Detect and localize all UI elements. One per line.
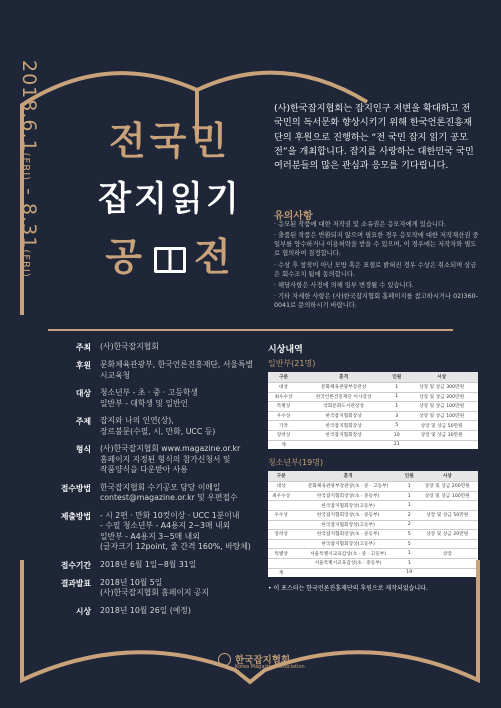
table-cell: 국회문화도서관장상 (299, 402, 388, 412)
table-cell: 한국잡지협회장상(고등부) (294, 501, 402, 511)
table-header-cell: 훈격 (299, 372, 388, 383)
table-cell (268, 520, 294, 530)
table-cell: 최우수상 (268, 392, 299, 402)
table-cell: 서울특별시교육감상(초 · 중 · 고등부) (294, 549, 402, 559)
notes-title: 유의사항 (274, 211, 313, 222)
table-row (268, 430, 478, 440)
info-value: 문화체육관광부, 한국언론진흥재단, 서울특별시교육청 (100, 360, 254, 380)
title-line-3-b: 전 (194, 235, 235, 279)
table-cell (416, 520, 478, 530)
table-cell: 장려상 (268, 430, 299, 440)
info-label: 대상 (75, 389, 91, 399)
info-label: 주제 (75, 417, 91, 427)
table-cell: 5 (388, 421, 405, 431)
table-row (268, 501, 478, 511)
table-header-cell: 구분 (268, 471, 294, 482)
table-header-row (268, 471, 478, 482)
date-start: 2018.6.1 (18, 60, 40, 153)
table-cell: 한국잡지협회장상 (299, 411, 388, 421)
table-row (268, 539, 478, 549)
info-value: 잡지와 나의 인연(상), 장르불문(수필, 시, 만화, UCC 등) (100, 416, 216, 436)
table-row (268, 530, 478, 540)
table-cell: 1 (402, 501, 416, 511)
notes-item: · 수상 후 창작이 아닌 모방 혹은 표절로 밝혀진 경우 수상은 취소되며 상금은 회수조치 됨에 동의합니다. (274, 261, 479, 279)
table-cell: 상장 및 상금 30만원 (405, 430, 478, 440)
table-cell: 우수상 (268, 510, 294, 520)
table-cell: 한국잡지협회장상(초 · 중등부) (294, 491, 402, 501)
table-cell: 계 (268, 568, 294, 577)
info-label: 결과발표 (60, 578, 91, 588)
table-header-cell: 인원 (388, 372, 405, 383)
table-cell: 상장 및 상금 20만원 (416, 530, 478, 540)
notes-list (274, 220, 479, 312)
table-cell: 문화체육관광부장관상(초 · 중 · 고등부) (294, 482, 402, 492)
table-cell: 서울특별시교육감상(초 · 중등부) (294, 558, 402, 568)
info-row (55, 444, 260, 476)
logo-seal-icon (218, 653, 231, 666)
info-value: 2018년 6월 1일~8월 31일 (100, 559, 197, 569)
table-cell: 상장 및 상금 100만원 (416, 491, 478, 501)
notes-item: · 응모된 작품에 대한 저작권 및 소유권은 응모자에게 있습니다. (274, 220, 479, 229)
table-row (268, 549, 478, 559)
table-cell: 한국잡지협회장상(초 · 중등부) (294, 530, 402, 540)
youth-division-title: 청소년부(19명) (268, 458, 324, 468)
table-row (268, 482, 478, 492)
table-cell: 1 (402, 558, 416, 568)
title-line-3 (70, 226, 270, 281)
info-label: 주최 (75, 343, 91, 352)
table-cell: 상장 및 상금 200만원 (416, 482, 478, 492)
table-cell: 문화체육관광부장관상 (299, 383, 388, 393)
table-cell (405, 440, 478, 449)
general-awards-table (268, 372, 478, 449)
table-cell: 2 (402, 520, 416, 530)
table-cell: 21 (388, 440, 405, 449)
association-logo (218, 652, 305, 670)
table-cell: 특별상 (268, 402, 299, 412)
table-cell: 우수상 (268, 411, 299, 421)
info-label: 후원 (75, 361, 91, 370)
table-cell: 5 (402, 530, 416, 540)
table-cell: 한국언론진흥재단 이사장상 (299, 392, 388, 402)
table-cell: 한국잡지협회장상(초 · 중등부) (294, 510, 402, 520)
title-line-1: 전국민 (108, 119, 232, 163)
general-division-title: 일반부(21명) (268, 359, 316, 368)
logo-english-name: Korea Magazine Association (235, 664, 305, 670)
table-row (268, 402, 478, 412)
info-value: - 시 2편 · 만화 10컷이상 · UCC 1분이내 - 수필 청소년부 - A4용지 2~3매 내외 일반부 - A4용지 3~5매 내외 (글자크기 12point, 줄 간격 160%, 바탕체) (100, 510, 251, 552)
table-cell: 상장 및 상금 200만원 (405, 392, 478, 402)
table-cell: 1 (388, 402, 405, 412)
table-cell: 2 (402, 510, 416, 520)
info-row (55, 360, 260, 381)
notes-item: · 기타 자세한 사항은 (사)한국잡지협회 홈페이지를 참고하시거나 02)360-0041로 문의하시기 바랍니다. (274, 292, 479, 310)
info-label: 제출방법 (60, 511, 91, 521)
awards-heading: 시상내역 (268, 345, 303, 355)
table-cell: 3 (388, 411, 405, 421)
table-cell: 1 (402, 549, 416, 559)
table-row (268, 440, 478, 449)
logo-name: 한국잡지협회 (235, 655, 291, 666)
table-cell: 한국잡지협회장상(고등부) (294, 539, 402, 549)
table-cell: 가작 (268, 421, 299, 431)
table-cell (268, 501, 294, 511)
table-header-row (268, 372, 478, 383)
table-cell (299, 440, 388, 449)
table-cell: 1 (402, 491, 416, 501)
table-row (268, 411, 478, 421)
table-cell: 상장 (416, 549, 478, 559)
date-separator: - (18, 181, 40, 203)
table-cell: 상장 및 상금 100만원 (405, 402, 478, 412)
table-cell: 대상 (268, 383, 299, 393)
table-cell: 1 (388, 383, 405, 393)
date-end-day: (FRI) (20, 249, 31, 278)
info-label: 형식 (75, 445, 91, 455)
info-value: (사)한국잡지협회 (100, 342, 159, 351)
table-cell: 장려상 (268, 530, 294, 540)
table-cell: 1 (402, 482, 416, 492)
table-cell: 1 (388, 392, 405, 402)
date-end: 8.31 (18, 203, 40, 250)
table-header-cell: 인원 (402, 471, 416, 482)
notes-item: · 해당사항은 사정에 의해 일부 변경될 수 있습니다. (274, 281, 479, 290)
table-cell (416, 501, 478, 511)
table-row (268, 510, 478, 520)
info-value: 2018년 10월 26일 (예정) (100, 605, 191, 615)
date-start-day: (FRI) (20, 152, 31, 182)
table-header-cell: 시상 (416, 471, 478, 482)
table-cell: 상장 및 상금 100만원 (405, 411, 478, 421)
info-value: 청소년부 - 초 · 중 · 고등학생 일반부 - 대학생 및 일반인 (100, 388, 198, 408)
table-header-cell: 시상 (405, 372, 478, 383)
table-cell: 특별상 (268, 549, 294, 559)
poster-title (70, 110, 270, 281)
table-cell: 상장 및 상금 50만원 (416, 510, 478, 520)
table-row (268, 491, 478, 501)
open-book-icon (154, 247, 186, 273)
table-cell: 한국잡지협회장상 (299, 421, 388, 431)
table-cell: 최우수상 (268, 491, 294, 501)
info-row (55, 388, 260, 409)
info-row (55, 511, 260, 553)
divider (48, 329, 453, 331)
table-header-cell: 구분 (268, 372, 299, 383)
table-cell: 10 (388, 430, 405, 440)
table-cell: 5 (402, 539, 416, 549)
date-range (18, 60, 40, 278)
info-row (55, 342, 260, 353)
table-row (268, 421, 478, 431)
info-label: 접수방법 (60, 483, 91, 493)
info-label: 시상 (75, 606, 91, 616)
table-cell: 대상 (268, 482, 294, 492)
table-cell: 상장 및 상금 50만원 (405, 421, 478, 431)
title-line-2: 잡지읽기 (98, 179, 242, 219)
table-cell: 한국잡지협회장상(고등부) (294, 520, 402, 530)
table-cell: 계 (268, 440, 299, 449)
table-cell: 19 (402, 568, 416, 577)
table-cell (416, 539, 478, 549)
table-header-cell: 훈격 (294, 471, 402, 482)
notes-item: · 출품된 작품은 반환되지 않으며 필요한 경우 응모작에 대한 저작재산권 중 일부를 양수하거나 이용허락을 받을 수 있으며, 이 경우에는 저작자와 별도로 협의하여 결정합니다. (274, 231, 479, 258)
awards-section (268, 342, 478, 592)
sponsor-footnote: • 이 포스터는 한국언론진흥재단의 후원으로 제작되었습니다. (268, 585, 428, 593)
info-row (55, 483, 260, 504)
table-row (268, 392, 478, 402)
intro-paragraph: (사)한국잡지협회는 잡지인구 저변을 확대하고 전 국민의 독서문화 향상시키기 위해 한국언론진흥재단의 후원으로 진행하는 “전 국민 잡지 읽기 공모전”을 개최합니다. 잡지를 사랑하는 대한민국 국민 여러분들의 많은 관심과 응모를 기다립니다. (274, 103, 474, 171)
info-row (55, 416, 260, 437)
table-cell (268, 539, 294, 549)
table-row (268, 520, 478, 530)
table-row (268, 383, 478, 393)
open-book-outline-bottom (0, 560, 501, 708)
table-cell: 상장 및 상금 300만원 (405, 383, 478, 393)
info-value: 2018년 10월 5일 (사)한국잡지협회 홈페이지 공지 (100, 577, 209, 598)
title-line-3-a: 공 (105, 235, 146, 279)
info-label: 접수기간 (60, 560, 91, 570)
info-value: (사)한국잡지협회 www.magazine.or.kr 홈페이지 지정된 형식의 참가신청서 및 작품양식을 다운받아 사용 (100, 444, 241, 475)
table-cell: 한국잡지협회장상 (299, 430, 388, 440)
info-value: 한국잡지협회 수기공모 담당 이메일 contest@magazine.or.kr 및 우편접수 (100, 482, 238, 503)
